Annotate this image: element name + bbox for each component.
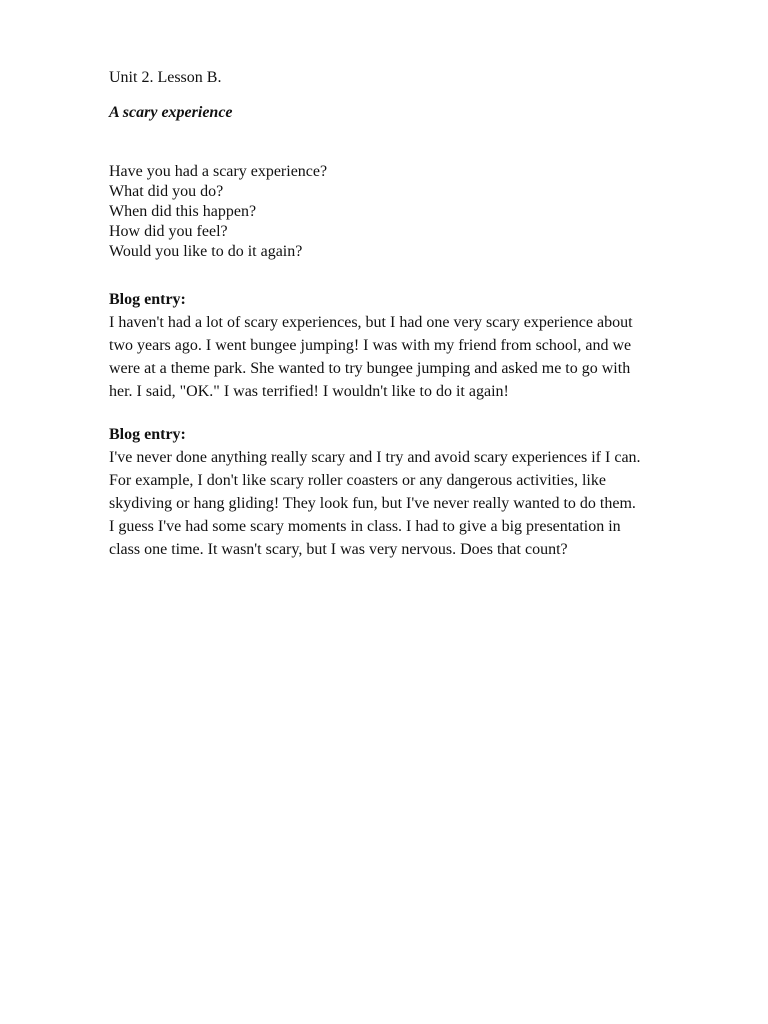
question-item: When did this happen? bbox=[109, 203, 257, 220]
discussion-questions bbox=[109, 162, 729, 262]
question-item: How did you feel? bbox=[109, 223, 228, 240]
blog-line: class one time. It wasn't scary, but I was very nervous. Does that count? bbox=[109, 541, 568, 558]
question-item: Would you like to do it again? bbox=[109, 243, 303, 260]
blog-heading: Blog entry: bbox=[109, 291, 186, 308]
blog-entry-1 bbox=[109, 288, 729, 403]
blog-body bbox=[109, 311, 713, 403]
blog-line: were at a theme park. She wanted to try bungee jumping and asked me to go with bbox=[109, 360, 631, 377]
unit-heading: Unit 2. Lesson B. bbox=[109, 69, 222, 86]
blog-line: For example, I don't like scary roller coasters or any dangerous activities, like bbox=[109, 472, 606, 489]
blog-line: I guess I've had some scary moments in class. I had to give a big presentation in bbox=[109, 518, 621, 535]
blog-line: I haven't had a lot of scary experiences, but I had one very scary experience about bbox=[109, 314, 633, 331]
blog-line: I've never done anything really scary and I try and avoid scary experiences if I can. bbox=[109, 449, 641, 466]
lesson-title: A scary experience bbox=[109, 104, 233, 121]
blog-body bbox=[109, 446, 713, 561]
blog-line: skydiving or hang gliding! They look fun, but I've never really wanted to do them. bbox=[109, 495, 636, 512]
blog-line: two years ago. I went bungee jumping! I was with my friend from school, and we bbox=[109, 337, 632, 354]
blog-entry-2 bbox=[109, 423, 729, 561]
question-item: Have you had a scary experience? bbox=[109, 163, 328, 180]
blog-heading: Blog entry: bbox=[109, 426, 186, 443]
blog-line: her. I said, "OK." I was terrified! I wouldn't like to do it again! bbox=[109, 383, 509, 400]
question-item: What did you do? bbox=[109, 183, 224, 200]
document-page bbox=[109, 66, 729, 561]
